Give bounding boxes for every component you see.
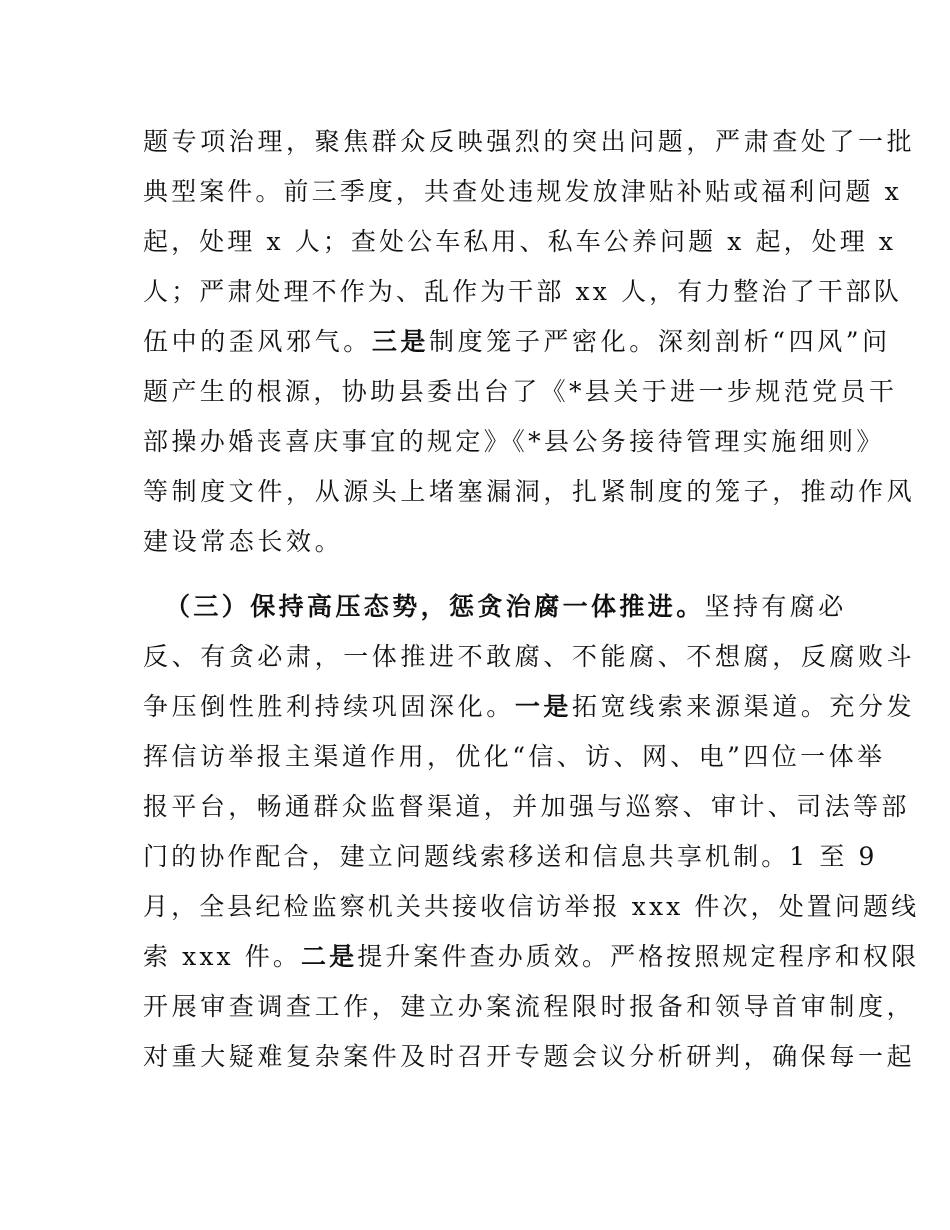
line-segment: 制度笼子严密化。深刻剖析“四风”问 — [429, 327, 891, 356]
line-text: 起，处理 x 人；查处公车私用、私车公养问题 x 起，处理 x — [143, 227, 897, 256]
emphasis-label: 二是 — [301, 942, 358, 971]
line-text: 对重大疑难复杂案件及时召开专题会议分析研判，确保每一起 — [143, 1042, 916, 1071]
line-text: 报平台，畅通群众监督渠道，并加强与巡察、审计、司法等部 — [143, 792, 910, 821]
line-segment: 拓宽线索来源渠道。充分发 — [572, 692, 916, 721]
text-line — [0, 635, 950, 679]
text-line — [0, 985, 950, 1029]
text-line — [0, 470, 950, 514]
line-text: 建设常态长效。 — [143, 527, 344, 556]
line-text: 题产生的根源，协助县委出台了《*县关于进一步规范党员干 — [143, 377, 898, 406]
line-text: 挥信访举报主渠道作用，优化“信、访、网、电”四位一体举 — [143, 742, 886, 771]
line-text: 部操办婚丧喜庆事宜的规定》《*县公务接待管理实施细则》 — [143, 427, 885, 456]
text-line — [0, 935, 950, 979]
text-line — [0, 220, 950, 264]
line-segment: 索 xxx 件。 — [143, 942, 301, 971]
section-heading: （三）保持高压态势，惩贪治腐一体推进。 — [165, 592, 705, 621]
line-text — [165, 585, 847, 629]
line-segment: 争压倒性胜利持续巩固深化。 — [143, 692, 515, 721]
text-line — [0, 370, 950, 414]
line-segment: 坚持有腐必 — [704, 592, 847, 621]
text-line — [0, 685, 950, 729]
emphasis-label: 一是 — [514, 692, 573, 721]
line-text: 反、有贪必肃，一体推进不敢腐、不能腐、不想腐，反腐败斗 — [143, 642, 916, 671]
line-text — [143, 685, 915, 729]
text-line — [0, 170, 950, 214]
line-segment: 伍中的歪风邪气。 — [143, 327, 372, 356]
text-line — [0, 320, 950, 364]
line-text — [143, 935, 919, 979]
emphasis-label: 三是 — [371, 327, 430, 356]
line-text — [143, 320, 891, 364]
line-text: 题专项治理，聚焦群众反映强烈的突出问题，严肃查处了一批 — [143, 127, 916, 156]
line-text: 月，全县纪检监察机关共接收信访举报 xxx 件次，处置问题线 — [143, 892, 920, 921]
text-line — [0, 120, 950, 164]
text-line — [0, 420, 950, 464]
line-text: 典型案件。前三季度，共查处违规发放津贴补贴或福利问题 x — [143, 177, 902, 206]
text-line — [0, 835, 950, 879]
text-line — [0, 785, 950, 829]
text-line — [0, 520, 950, 564]
line-text: 等制度文件，从源头上堵塞漏洞，扎紧制度的笼子，推动作风 — [143, 477, 916, 506]
text-line — [0, 1035, 950, 1079]
text-line — [0, 585, 950, 629]
line-segment: 提升案件查办质效。严格按照规定程序和权限 — [357, 942, 920, 971]
text-line — [0, 735, 950, 779]
line-text: 人；严肃处理不作为、乱作为干部 xx 人，有力整治了干部队 — [143, 277, 902, 306]
text-line — [0, 270, 950, 314]
text-line — [0, 885, 950, 929]
line-text: 开展审查调查工作，建立办案流程限时报备和领导首审制度， — [143, 992, 916, 1021]
line-text: 门的协作配合，建立问题线索移送和信息共享机制。1 至 9 — [143, 842, 878, 871]
